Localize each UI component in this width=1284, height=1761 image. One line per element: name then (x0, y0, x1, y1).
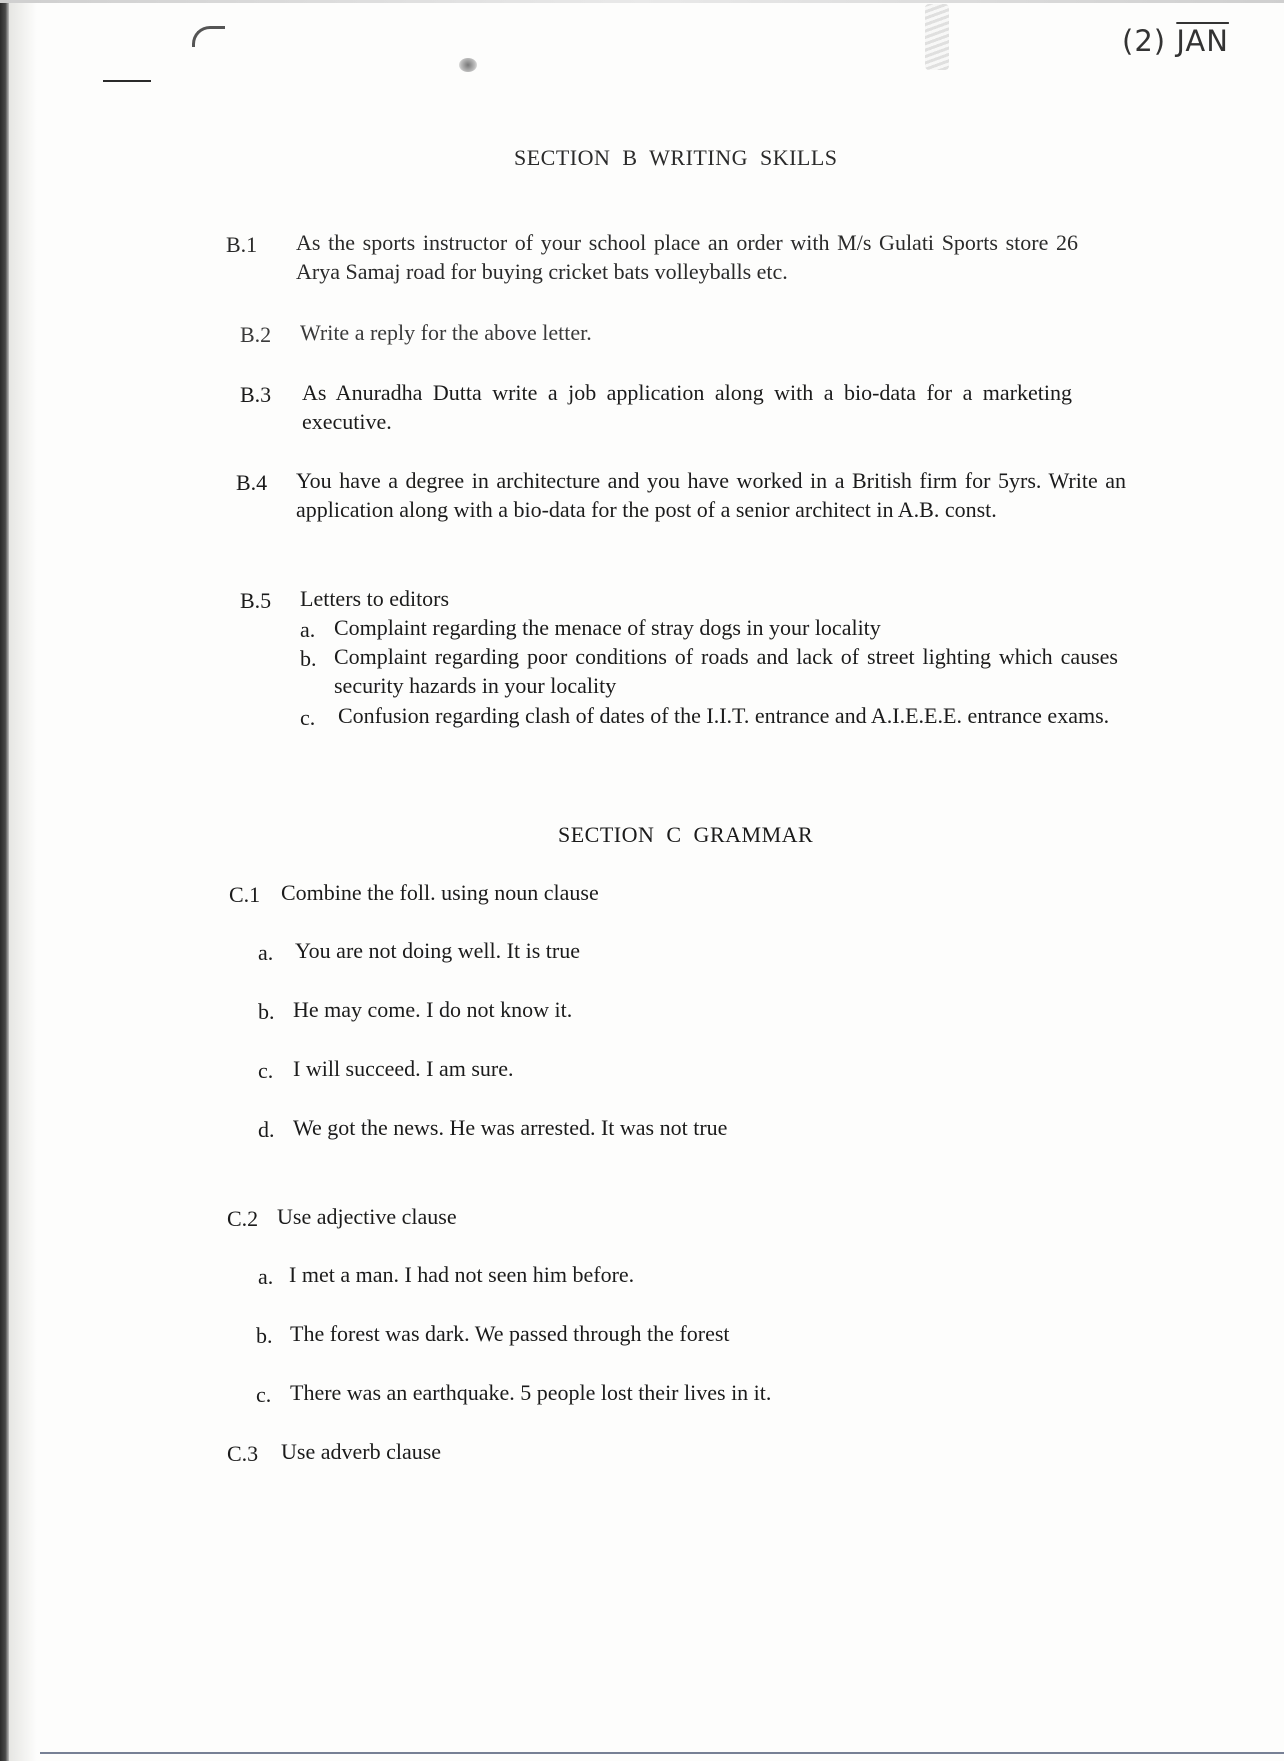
bottom-edge-line (40, 1752, 1284, 1754)
item-letter: b. (300, 646, 317, 671)
binding-edge (0, 0, 9, 1761)
binding-thread (925, 4, 949, 70)
question-text: Write a reply for the above letter. (300, 320, 592, 345)
item-letter: a. (300, 617, 316, 642)
item-letter: b. (258, 999, 275, 1024)
question-number: B.1 (226, 232, 258, 257)
item-letter: a. (258, 940, 274, 965)
annotation-number: (2) (1122, 24, 1167, 58)
question-text: Use adjective clause (277, 1204, 457, 1229)
item-text: He may come. I do not know it. (293, 997, 573, 1022)
item-text: You are not doing well. It is true (295, 938, 580, 963)
question-text: Use adverb clause (281, 1439, 442, 1464)
item-text: I will succeed. I am sure. (293, 1056, 514, 1081)
question-text: Letters to editors (300, 586, 450, 611)
item-letter: a. (258, 1264, 274, 1289)
item-letter: b. (256, 1323, 273, 1348)
handwritten-annotation (1122, 24, 1229, 58)
item-letter: c. (258, 1058, 274, 1083)
annotation-month: $\overline{JAN}$ (1176, 24, 1229, 58)
item-text: Complaint regarding the menace of stray dogs in your locality (334, 615, 881, 640)
question-number: B.4 (236, 470, 268, 495)
question-number: C.2 (227, 1206, 259, 1231)
question-text: As Anuradha Dutta write a job application along with a bio-data for a marketing executive. (302, 380, 1072, 434)
margin-dash (103, 80, 151, 82)
question-text: You have a degree in architecture and you have worked in a British firm for 5yrs. Write an application along with a bio-data for the post of a senior architect in A.B. const. (296, 468, 1126, 522)
item-text: Confusion regarding clash of dates of the I.I.T. entrance and A.I.E.E.E. entrance exams. (338, 703, 1110, 728)
question-number: B.2 (240, 322, 272, 347)
punch-hole-mark (459, 58, 477, 72)
question-number: B.5 (240, 588, 272, 613)
binding-shadow (9, 0, 37, 1761)
question-number: C.3 (227, 1441, 259, 1466)
item-letter: d. (258, 1117, 275, 1142)
item-text: There was an earthquake. 5 people lost their lives in it. (290, 1380, 772, 1405)
item-text: We got the news. He was arrested. It was not true (293, 1115, 728, 1140)
question-number: B.3 (240, 382, 272, 407)
question-text: Combine the foll. using noun clause (281, 880, 599, 905)
item-text: Complaint regarding poor conditions of roads and lack of street lighting which causes security hazards in your locality (334, 644, 1118, 698)
section-c-heading: SECTION C GRAMMAR (558, 822, 814, 847)
item-text: I met a man. I had not seen him before. (289, 1262, 635, 1287)
section-b-heading: SECTION B WRITING SKILLS (514, 145, 838, 170)
corner-pen-mark (192, 26, 225, 47)
item-letter: c. (256, 1382, 272, 1407)
item-letter: c. (300, 705, 316, 730)
item-text: The forest was dark. We passed through the forest (290, 1321, 730, 1346)
question-number: C.1 (229, 882, 261, 907)
question-text: As the sports instructor of your school place an order with M/s Gulati Sports store 26 Arya Samaj road for buying cricket bats volleyballs etc. (296, 230, 1078, 284)
top-edge (0, 0, 1284, 3)
